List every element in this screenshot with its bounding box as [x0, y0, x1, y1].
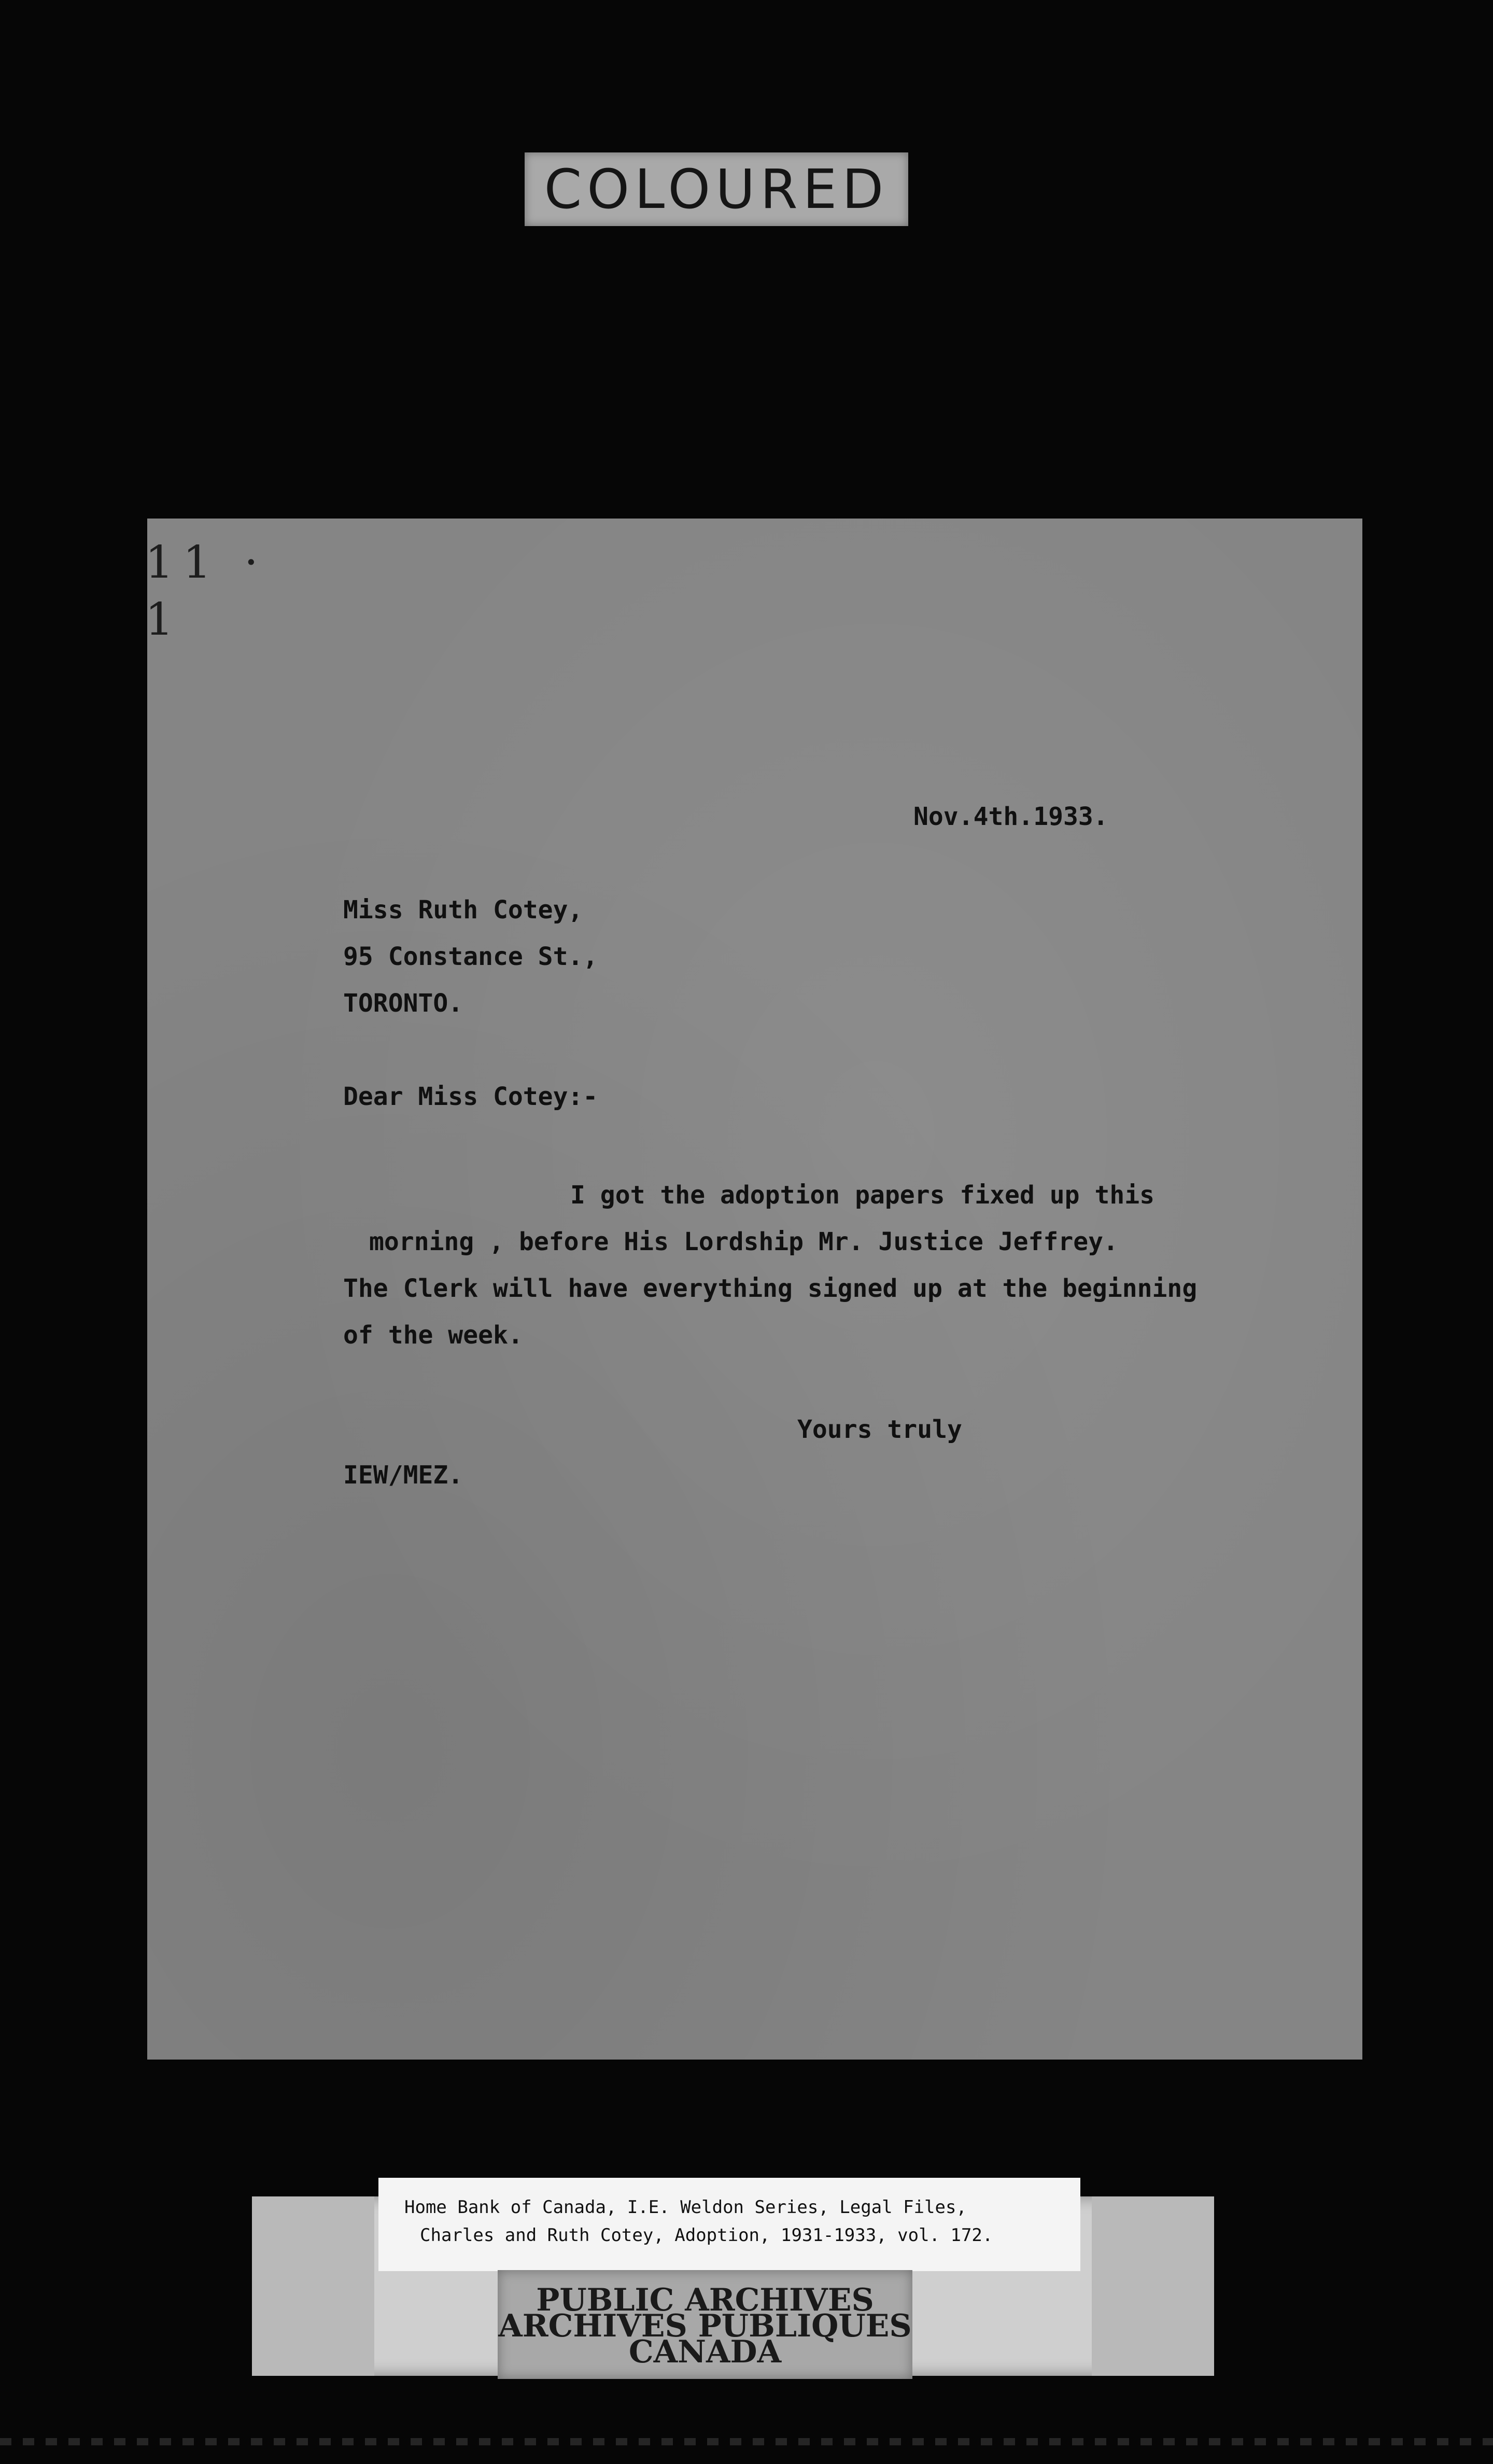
caption-line-1: Home Bank of Canada, I.E. Weldon Series, Legal Files,: [404, 2197, 967, 2218]
folio-mark: 11 · 1: [145, 537, 268, 646]
archive-stamp: [498, 2270, 912, 2379]
stamp-line-3: CANADA: [628, 2334, 782, 2370]
stamp-line-1: PUBLIC ARCHIVES: [536, 2282, 874, 2318]
film-edge-marks: [0, 2438, 1493, 2445]
letter-date: Nov.4th.1933.: [913, 802, 1108, 831]
caption-line-2: Charles and Ruth Cotey, Adoption, 1931-1933, vol. 172.: [420, 2225, 993, 2246]
salutation: Dear Miss Cotey:-: [343, 1082, 598, 1111]
reference-initials: IEW/MEZ.: [343, 1461, 463, 1490]
body-line-3: The Clerk will have everything signed up at the beginning: [343, 1274, 1198, 1303]
body-line-4: of the week.: [343, 1321, 523, 1350]
body-line-2: morning , before His Lordship Mr. Justice Jeffrey.: [369, 1227, 1118, 1256]
closing: Yours truly: [797, 1415, 962, 1444]
recipient-name: Miss Ruth Cotey,: [343, 895, 583, 925]
archive-tab-right: [1092, 2196, 1214, 2376]
coloured-header-label: [525, 152, 908, 226]
archive-tab-left: [252, 2196, 374, 2376]
coloured-header-text: COLOURED: [544, 158, 889, 221]
body-line-1: I got the adoption papers fixed up this: [570, 1181, 1155, 1210]
archive-caption-card: [378, 2178, 1080, 2271]
recipient-city: TORONTO.: [343, 989, 463, 1018]
stamp-line-2: ARCHIVES PUBLIQUES: [498, 2308, 912, 2344]
recipient-street: 95 Constance St.,: [343, 942, 598, 971]
